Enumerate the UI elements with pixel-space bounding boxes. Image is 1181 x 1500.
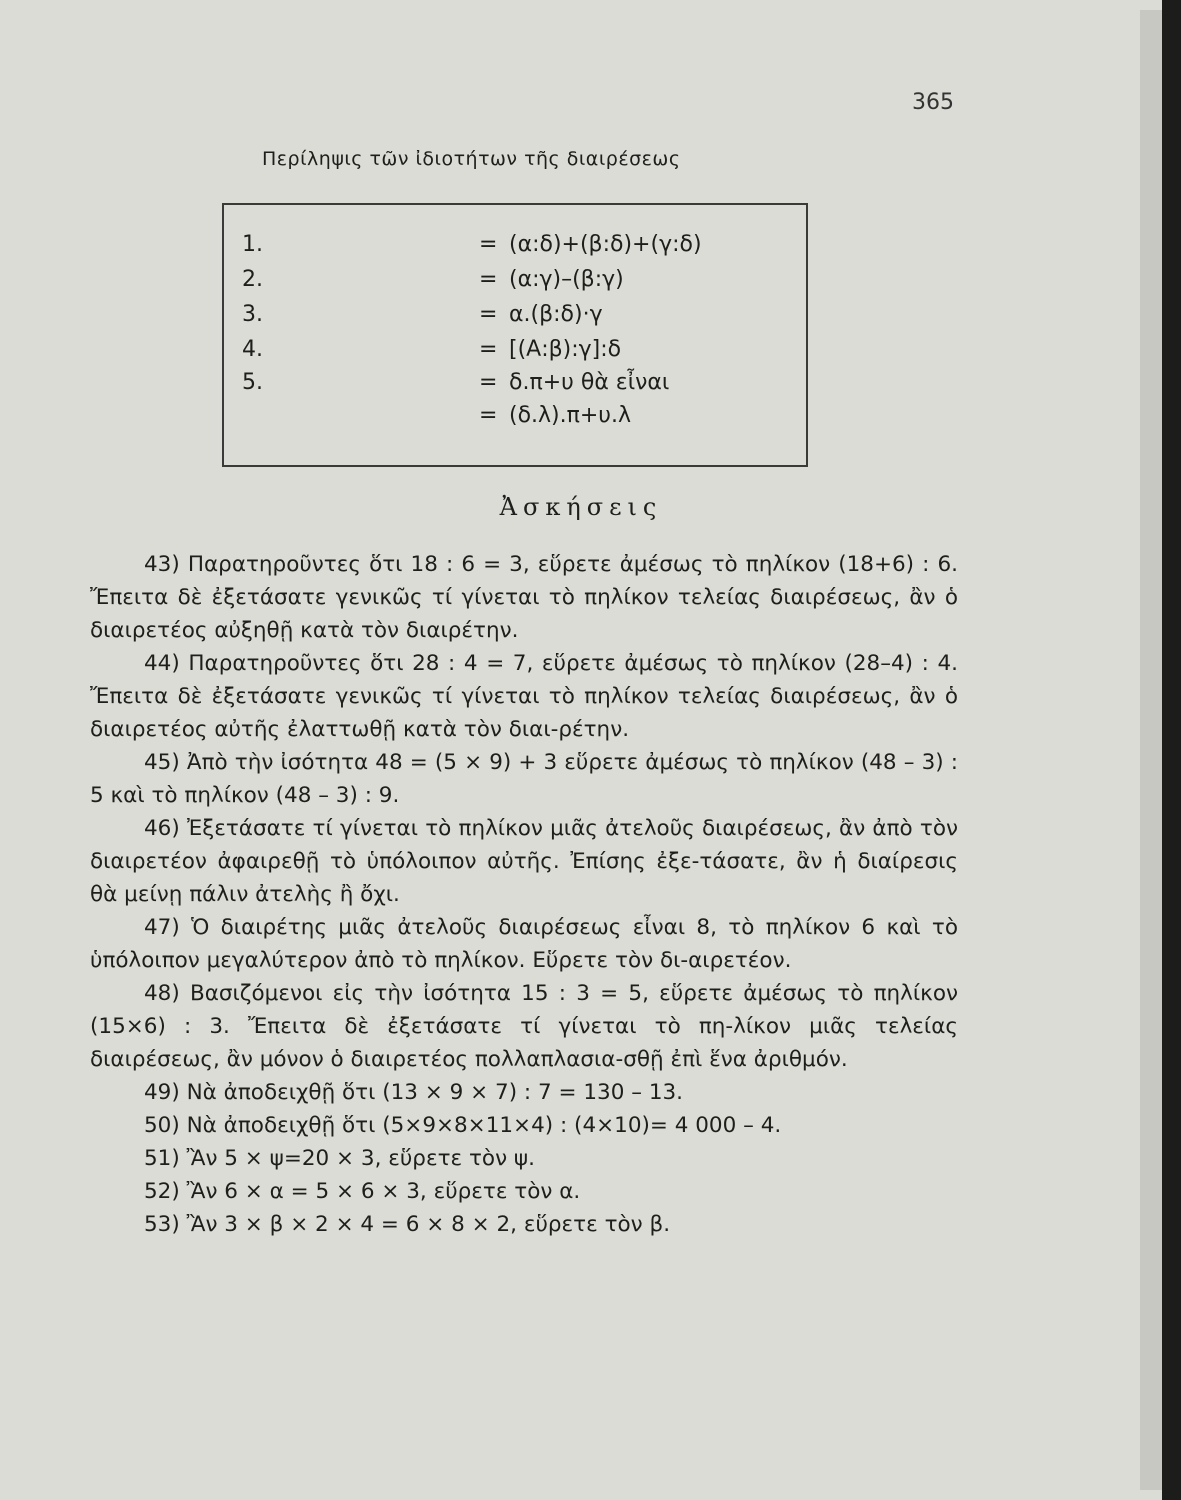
property-equals: = <box>479 302 498 327</box>
property-rhs: δ.π+υ θὰ εἶναι <box>509 370 670 395</box>
exercise-item: 53) Ἂν 3 × β × 2 × 4 = 6 × 8 × 2, εὕρετε τὸν β. <box>144 1212 671 1237</box>
property-rhs: (α:γ)–(β:γ) <box>509 267 624 292</box>
exercise-item: 50) Νὰ ἀποδειχθῇ ὅτι (5×9×8×11×4) : (4×10)= 4 000 – 4. <box>144 1113 782 1138</box>
scan-border <box>1162 0 1181 1500</box>
page-number: 365 <box>912 90 954 115</box>
property-number: 2. <box>242 267 263 292</box>
exercise-item: 43) Παρατηροῦντες ὅτι 18 : 6 = 3, εὕρετε ἀμέσως τὸ πηλίκον (18+6) : 6. Ἔπειτα δὲ ἐξετάσατε γενικῶς τί γίνεται τὸ πηλίκον τελείας διαιρέσεως, ἂν ὁ διαιρετέος αὐξηθῇ κατὰ τὸν διαιρέτην. <box>90 552 958 643</box>
exercise-item: 49) Νὰ ἀποδειχθῇ ὅτι (13 × 9 × 7) : 7 = 130 – 13. <box>144 1080 684 1105</box>
property-rhs: (α:δ)+(β:δ)+(γ:δ) <box>509 232 702 257</box>
property-equals: = <box>479 370 498 395</box>
exercise-item: 45) Ἀπὸ τὴν ἰσότητα 48 = (5 × 9) + 3 εὕρετε ἀμέσως τὸ πηλίκον (48 – 3) : 5 καὶ τὸ πηλίκον (48 – 3) : 9. <box>90 750 958 808</box>
exercise-item: 48) Βασιζόμενοι εἰς τὴν ἰσότητα 15 : 3 = 5, εὕρετε ἀμέσως τὸ πηλίκον (15×6) : 3. Ἔπειτα δὲ ἐξετάσατε τί γίνεται τὸ πη-λίκον μιᾶς τελείας διαιρέσεως, ἂν μόνον ὁ διαιρετέος πολλαπλασια-σθῇ ἐπὶ ἕνα ἀριθμόν. <box>90 981 958 1072</box>
exercise-item: 51) Ἂν 5 × ψ=20 × 3, εὕρετε τὸν ψ. <box>144 1146 535 1171</box>
exercise-item: 47) Ὁ διαιρέτης μιᾶς ἀτελοῦς διαιρέσεως εἶναι 8, τὸ πηλίκον 6 καὶ τὸ ὑπόλοιπον μεγαλύτερον ἀπὸ τὸ πηλίκον. Εὕρετε τὸν δι-αιρετέον. <box>90 915 958 973</box>
page-edge-shadow <box>1140 10 1162 1490</box>
exercise-item: 44) Παρατηροῦντες ὅτι 28 : 4 = 7, εὕρετε ἀμέσως τὸ πηλίκον (28–4) : 4. Ἔπειτα δὲ ἐξετάσατε γενικῶς τί γίνεται τὸ πηλίκον τελείας διαιρέσεως, ἂν ὁ διαιρετέος αὐτῆς ἐλαττωθῇ κατὰ τὸν διαι-ρέτην. <box>90 651 958 742</box>
property-equals: = <box>479 232 498 257</box>
property-rhs: α.(β:δ)·γ <box>509 302 603 327</box>
property-equals: = <box>479 403 498 428</box>
property-number: 3. <box>242 302 263 327</box>
exercise-item: 46) Ἐξετάσατε τί γίνεται τὸ πηλίκον μιᾶς ἀτελοῦς διαιρέσεως, ἂν ἀπὸ τὸν διαιρετέον ἀφαιρεθῇ τὸ ὑπόλοιπον αὐτῆς. Ἐπίσης ἐξε-τάσατε, ἂν ἡ διαίρεσις θὰ μείνῃ πάλιν ἀτελὴς ἢ ὄχι. <box>90 816 958 907</box>
property-number: 5. <box>242 370 263 395</box>
property-equals: = <box>479 337 498 362</box>
property-rhs: (δ.λ).π+υ.λ <box>509 403 632 428</box>
property-number: 4. <box>242 337 263 362</box>
properties-box <box>222 203 808 467</box>
section-heading: Ἀσκήσεις <box>499 493 663 521</box>
property-equals: = <box>479 267 498 292</box>
property-number: 1. <box>242 232 263 257</box>
property-rhs: [(Α:β):γ]:δ <box>509 337 622 362</box>
table-title: Περίληψις τῶν ἰδιοτήτων τῆς διαιρέσεως <box>262 148 681 170</box>
exercise-list <box>90 548 958 1241</box>
exercise-item: 52) Ἂν 6 × α = 5 × 6 × 3, εὕρετε τὸν α. <box>144 1179 581 1204</box>
